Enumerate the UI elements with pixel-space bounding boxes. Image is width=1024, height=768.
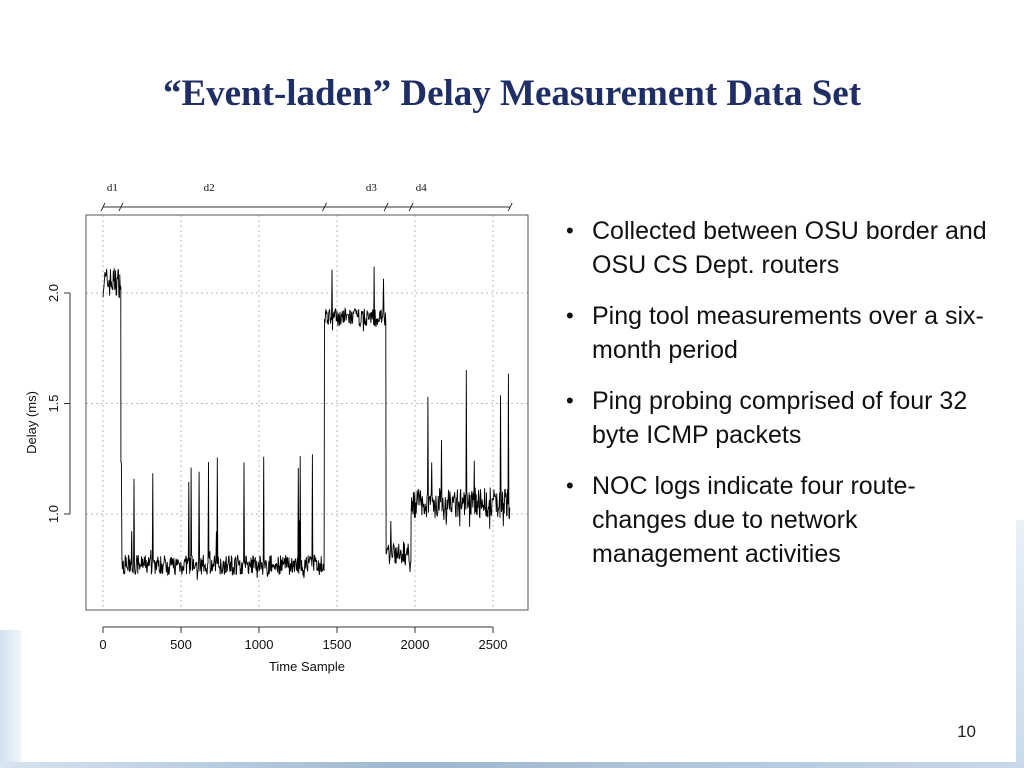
x-tick-label: 2500 — [478, 637, 508, 652]
bullet-item: • Ping tool measurements over a six-month period — [562, 299, 1002, 367]
x-tick-label: 0 — [99, 637, 107, 652]
page-number: 10 — [957, 722, 976, 741]
x-tick-label: 500 — [170, 637, 192, 652]
event-markers — [101, 182, 512, 211]
bullet-item: • NOC logs indicate four route-changes due to network management activities — [562, 469, 1002, 571]
bullet-item: • Ping probing comprised of four 32 byte ICMP packets — [562, 384, 1002, 452]
x-tick-label: 2000 — [400, 637, 430, 652]
axes — [46, 284, 507, 652]
slide-title: “Event-laden” Delay Measurement Data Set — [162, 73, 862, 114]
event-label-d2: d2 — [203, 182, 215, 194]
event-label-d4: d4 — [415, 182, 427, 194]
delay-chart — [0, 170, 540, 690]
x-axis-label: Time Sample — [268, 659, 346, 674]
event-label-d3: d3 — [365, 182, 377, 194]
decorative-band-bottom — [0, 762, 1024, 768]
series-line-delay — [103, 267, 510, 580]
y-tick-label: 2.0 — [46, 283, 61, 303]
decorative-band-left — [0, 630, 22, 768]
decorative-band-right — [1016, 520, 1024, 768]
y-tick-label: 1.0 — [46, 504, 61, 524]
y-tick-label: 1.5 — [46, 394, 61, 413]
event-label-d1: d1 — [106, 182, 118, 194]
bullet-list — [562, 214, 1002, 588]
x-tick-label: 1500 — [322, 637, 352, 652]
bullet-item: • Collected between OSU border and OSU CS Dept. routers — [562, 214, 1002, 282]
x-tick-label: 1000 — [244, 637, 274, 652]
y-axis-label: Delay (ms) — [24, 391, 39, 454]
series-layer — [103, 267, 510, 580]
